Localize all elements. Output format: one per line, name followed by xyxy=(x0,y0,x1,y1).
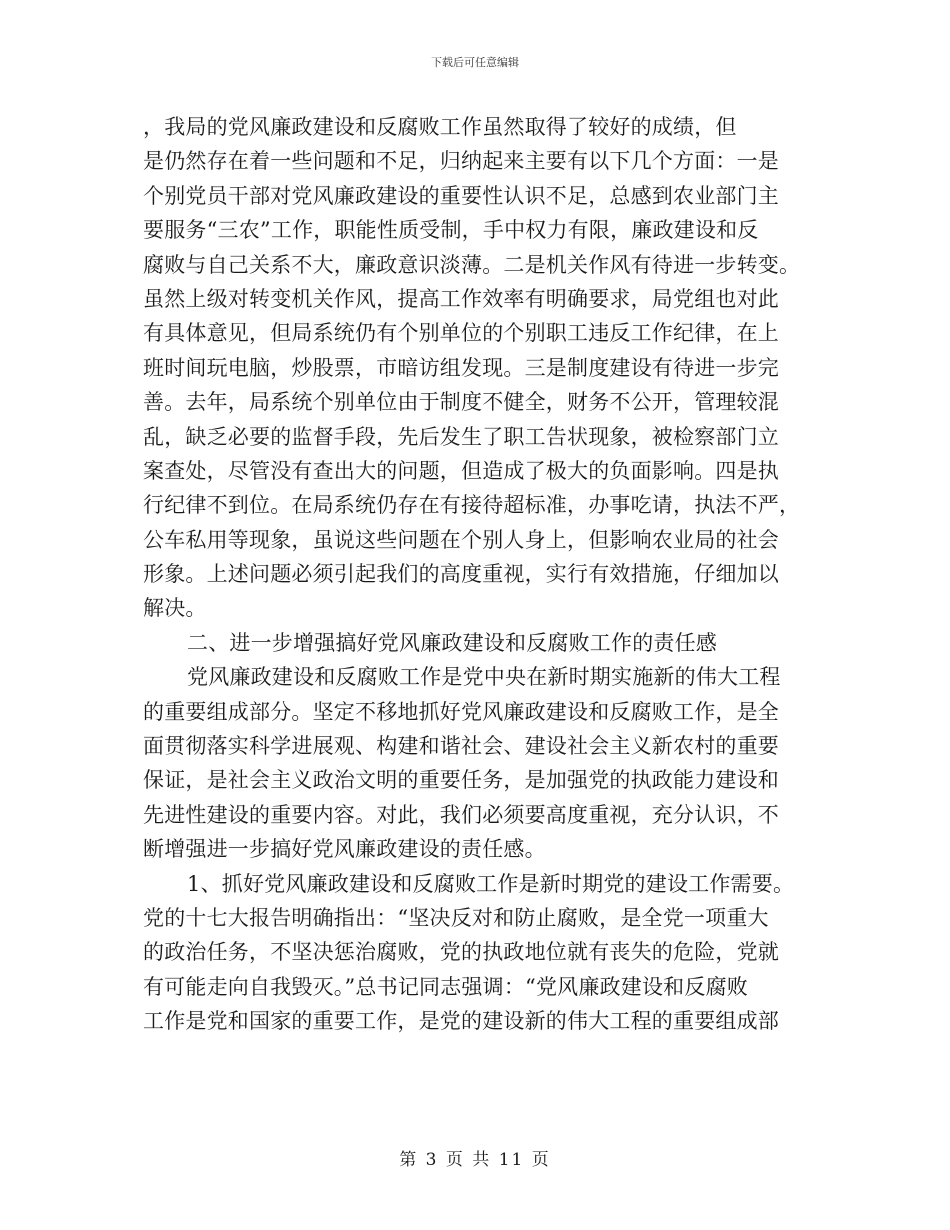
text-line: 乱，缺乏必要的监督手段，先后发生了职工告状现象，被检察部门立 xyxy=(143,424,779,449)
text-line: 先进性建设的重要内容。对此，我们必须要高度重视，充分认识，不 xyxy=(143,802,779,827)
text-line: 是仍然存在着一些问题和不足，归纳起来主要有以下几个方面：一是 xyxy=(143,149,779,174)
text-line: 行纪律不到位。在局系统仍存在有接待超标准，办事吃请，执法不严， xyxy=(143,493,801,518)
text-line: 班时间玩电脑，炒股票，市暗访组发现。三是制度建设有待进一步完 xyxy=(143,355,779,380)
text-line: 个别党员干部对党风廉政建设的重要性认识不足，总感到农业部门主 xyxy=(143,183,779,208)
page-header: 下载后可任意编辑 xyxy=(431,56,519,69)
text-line: 解决。 xyxy=(143,596,207,621)
text-line: 断增强进一步搞好党风廉政建设的责任感。 xyxy=(143,837,546,862)
text-line: 的政治任务，不坚决惩治腐败，党的执政地位就有丧失的危险，党就 xyxy=(143,940,779,965)
text-line: 案查处，尽管没有查出大的问题，但造成了极大的负面影响。四是执 xyxy=(143,458,779,483)
text-line: 党的十七大报告明确指出：“坚决反对和防止腐败，是全党一项重大 xyxy=(143,905,769,930)
text-line: ，我局的党风廉政建设和反腐败工作虽然取得了较好的成绩，但 xyxy=(143,115,737,139)
section-heading: 二、进一步增强搞好党风廉政建设和反腐败工作的责任感 xyxy=(187,630,717,655)
text-line: 工作是党和国家的重要工作，是党的建设新的伟大工程的重要组成部 xyxy=(143,1009,779,1034)
text-line: 形象。上述问题必须引起我们的高度重视，实行有效措施，仔细加以 xyxy=(143,562,779,587)
text-line: 虽然上级对转变机关作风，提高工作效率有明确要求，局党组也对此 xyxy=(143,286,779,311)
page-number: 第 3 页 共 11 页 xyxy=(399,1150,551,1170)
paragraph-first-line: 党风廉政建设和反腐败工作是党中央在新时期实施新的伟大工程 xyxy=(187,665,781,690)
text-line: 保证，是社会主义政治文明的重要任务，是加强党的执政能力建设和 xyxy=(143,768,779,793)
text-line: 要服务“三农”工作，职能性质受制，手中权力有限，廉政建设和反 xyxy=(143,218,759,243)
text-line: 面贯彻落实科学进展观、构建和谐社会、建设社会主义新农村的重要 xyxy=(143,734,779,759)
text-line: 善。去年，局系统个别单位由于制度不健全，财务不公开，管理较混 xyxy=(143,390,779,415)
paragraph-first-line: 1、抓好党风廉政建设和反腐败工作是新时期党的建设工作需要。 xyxy=(187,871,795,896)
text-line: 腐败与自己关系不大，廉政意识淡薄。二是机关作风有待进一步转变。 xyxy=(143,252,801,277)
text-line: 公车私用等现象，虽说这些问题在个别人身上，但影响农业局的社会 xyxy=(143,527,779,552)
text-line: 有具体意见，但局系统仍有个别单位的个别职工违反工作纪律，在上 xyxy=(143,321,779,346)
text-line: 的重要组成部分。坚定不移地抓好党风廉政建设和反腐败工作，是全 xyxy=(143,699,779,724)
document-body xyxy=(143,110,805,1039)
text-line: 有可能走向自我毁灭。”总书记同志强调：“党风廉政建设和反腐败 xyxy=(143,974,748,999)
